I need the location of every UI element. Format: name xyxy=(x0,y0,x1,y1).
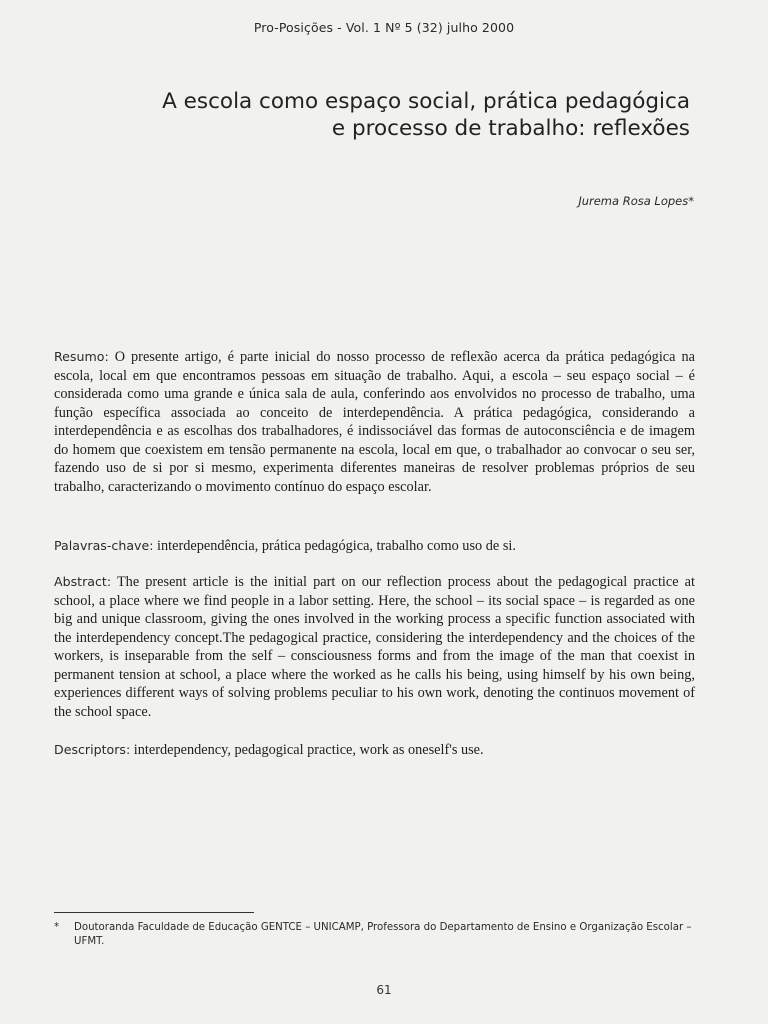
descriptors-label: Descriptors: xyxy=(54,742,131,757)
abstract-paragraph xyxy=(54,573,695,721)
descriptors-paragraph xyxy=(54,741,695,760)
abstract-text: The present article is the initial part on our reflection process about the pedagogical practice at school, a place where we find people in a labor setting. Here, the school – its social space – is regarded as one big and unique classroom, giving the ones involved in the working process a specific function associated with the interdependency concept.The pedagogical practice, considering the interdependency and the choices of the workers, is inseparable from the self – consciousness forms and from the image of the man that coexist in permanent tension at school, a place where the worked as he calls his being, using himself by his own being, experiences different ways of solving problems peculiar to his own work, denoting the continuos movement of the school space. xyxy=(54,574,695,720)
footnote xyxy=(54,921,695,949)
title-line-2: e processo de trabalho: reflexões xyxy=(331,116,690,141)
footnote-mark: * xyxy=(54,922,60,933)
keywords-text: interdependência, prática pedagógica, trabalho como uso de si. xyxy=(153,538,516,554)
abstract-label: Abstract: xyxy=(54,574,112,589)
descriptors-text: interdependency, pedagogical practice, work as oneself's use. xyxy=(130,742,484,758)
article-title xyxy=(60,88,690,142)
keywords-paragraph xyxy=(54,537,695,556)
title-line-1: A escola como espaço social, prática pedagógica xyxy=(162,89,690,114)
keywords-label: Palavras-chave: xyxy=(54,538,154,553)
page-number: 61 xyxy=(376,983,392,997)
resumo-text: O presente artigo, é parte inicial do nosso processo de reflexão acerca da prática pedagógica na escola, local em que encontramos pessoas em situação de trabalho. Aqui, a escola – seu espaço social – é considerada como uma grande e única sala de aula, conferindo aos envolvidos no processo de trabalho, uma função específica associada ao conceito de interdependência. A prática pedagógica, considerando a interdependência e as escolhas dos trabalhadores, é indissociável das formas de autoconsciência e de imagem do homem que coexistem em tensão permanente na escola, local em que, o trabalhador ao convocar o seu ser, fazendo uso de si por si mesmo, experimenta diferentes maneiras de resolver problemas próprios de seu trabalho, caracterizando o movimento contínuo do espaço escolar. xyxy=(54,349,695,495)
resumo-label: Resumo: xyxy=(54,349,109,364)
footnote-divider xyxy=(54,912,254,913)
author-name: Jurema Rosa Lopes* xyxy=(578,194,694,208)
footnote-text: Doutoranda Faculdade de Educação GENTCE – UNICAMP, Professora do Departamento de Ensino e Organização Escolar – UFMT. xyxy=(74,922,692,947)
resumo-paragraph xyxy=(54,348,695,496)
running-head: Pro-Posições - Vol. 1 Nº 5 (32) julho 2000 xyxy=(253,20,515,35)
